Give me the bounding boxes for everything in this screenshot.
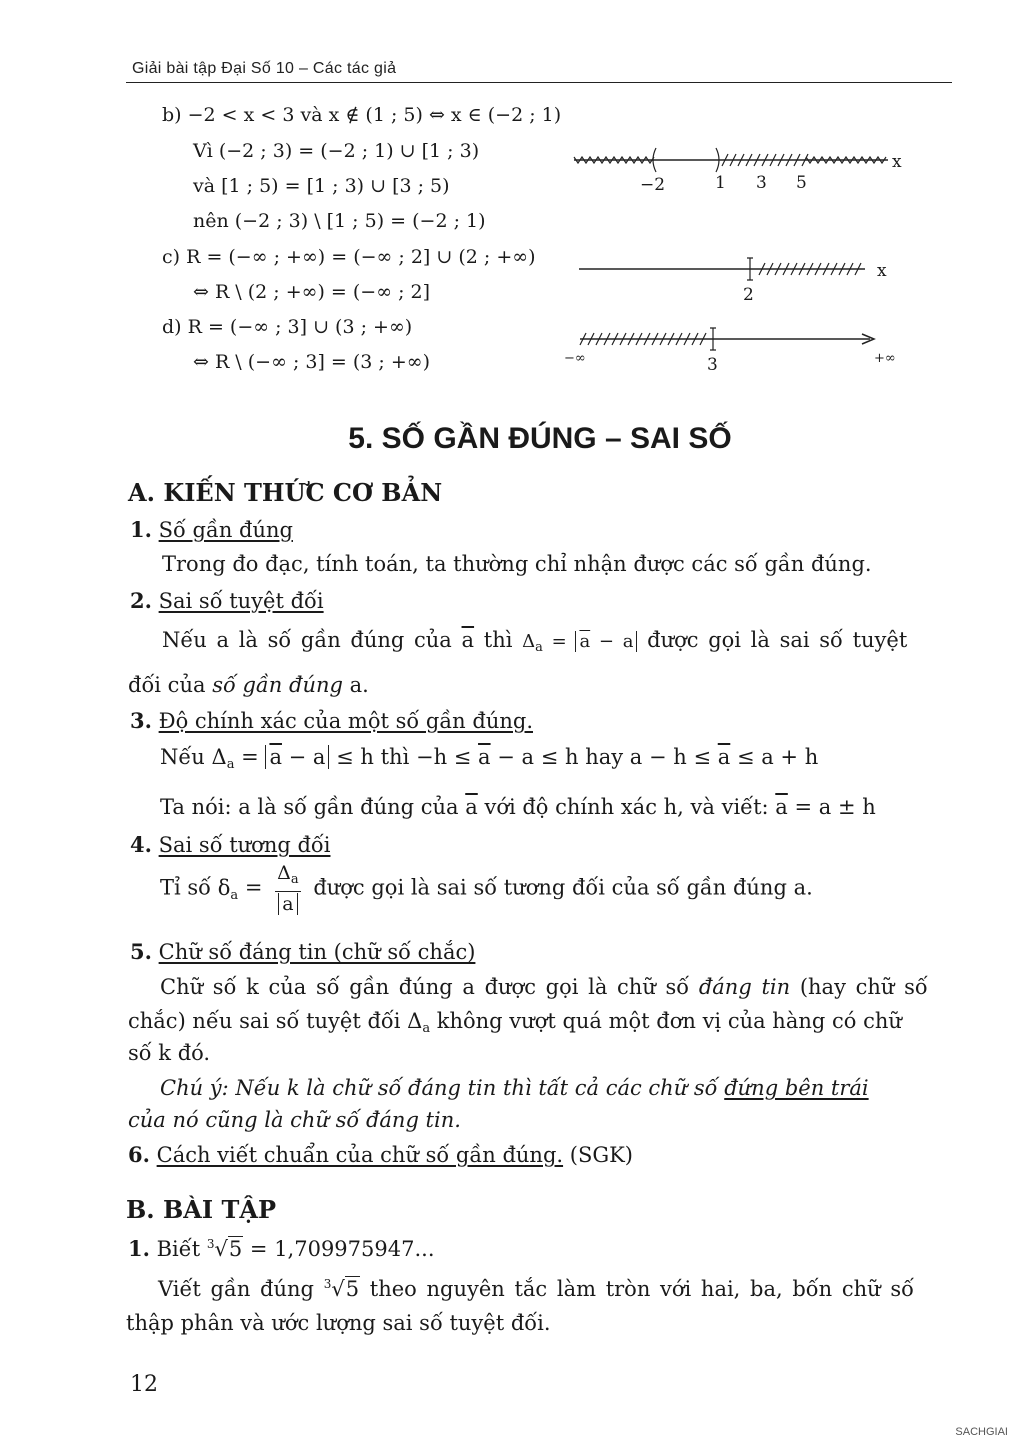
solution-d-line1: d) R = (−∞ ; 3] ∪ (3 ; +∞) — [162, 316, 413, 338]
tick-label: +∞ — [874, 351, 896, 366]
item-3-line2: Ta nói: a là số gần đúng của $\overline{a}$ với độ chính xác h, và viết: $\overline{a} = a \pm h$ — [160, 795, 876, 819]
item-5-line1: Chữ số k của số gần đúng a được gọi là chữ số đáng tin (hay chữ số — [160, 975, 928, 999]
item-4-line: Tỉ số $\delta_a$ = $\frac{\Delta_a}{a}$ được gọi là sai số tương đối của số gần đúng a. — [160, 862, 813, 915]
item-1-heading: 1. Số gần đúng — [130, 517, 293, 542]
exercise-1-line2: Viết gần đúng $^3$√5 theo nguyên tắc làm tròn với hai, ba, bốn chữ số — [158, 1277, 914, 1301]
tick-label: 5 — [796, 173, 807, 193]
tick-label: 3 — [756, 173, 767, 193]
header-rule — [126, 82, 952, 83]
exercise-1-statement: 1. Biết $^3$√5 = 1,709975947... — [128, 1236, 435, 1261]
item-5-heading: 5. Chữ số đáng tin (chữ số chắc) — [130, 939, 476, 964]
running-header: Giải bài tập Đại Số 10 – Các tác giả — [132, 60, 397, 77]
item-2-heading: 2. Sai số tuyệt đối — [130, 588, 324, 613]
axis-label-x: x — [892, 152, 902, 172]
item-5-note-line1: Chú ý: Nếu k là chữ số đáng tin thì tất cả các chữ số đứng bên trái — [160, 1076, 869, 1100]
solution-c-line2: ⇔ R \ (2 ; +∞) = (−∞ ; 2] — [193, 281, 431, 303]
item-3-line1: Nếu $\Delta_a = \overline{a} - a \le h$ thì $-h \le \overline{a} - a \le h$ hay $a - h \le \overline{a} \le a + h$ — [160, 745, 819, 772]
item-5-line2: chắc) nếu sai số tuyệt đối $\Delta_a$ không vượt quá một đơn vị của hàng có chữ — [128, 1009, 902, 1036]
part-b-heading: B. BÀI TẬP — [126, 1195, 277, 1224]
number-line-c — [575, 252, 905, 307]
item-1-text: Trong đo đạc, tính toán, ta thường chỉ nhận được các số gần đúng. — [162, 552, 872, 576]
item-2-line1: Nếu a là số gần đúng của $\overline{a}$ thì $\Delta_a = \overline{a} - a$ được gọi là sai số tuyệt — [162, 628, 908, 655]
solution-b-line3: và [1 ; 5) = [1 ; 3) ∪ [3 ; 5) — [193, 175, 450, 197]
tick-label: −∞ — [564, 351, 586, 366]
solution-b-line1: b) −2 < x < 3 và x ∉ (1 ; 5) ⇔ x ∈ (−2 ; 1) — [162, 104, 562, 126]
item-5-note-line2: của nó cũng là chữ số đáng tin. — [128, 1108, 461, 1132]
number-line-b — [570, 140, 910, 200]
item-5-line3: số k đó. — [128, 1041, 211, 1065]
axis-label-x: x — [877, 261, 887, 281]
tick-label: 1 — [715, 173, 726, 193]
number-line-d — [560, 322, 910, 377]
part-a-heading: A. KIẾN THỨC CƠ BẢN — [128, 478, 443, 507]
exercise-1-line3: thập phân và ước lượng sai số tuyệt đối. — [126, 1311, 551, 1335]
tick-label: 3 — [707, 355, 718, 375]
solution-b-line4: nên (−2 ; 3) \ [1 ; 5) = (−2 ; 1) — [193, 210, 486, 232]
solution-d-line2: ⇔ R \ (−∞ ; 3] = (3 ; +∞) — [193, 351, 431, 373]
item-4-heading: 4. Sai số tương đối — [130, 832, 331, 857]
page-number: 12 — [130, 1372, 158, 1397]
solution-b-line2: Vì (−2 ; 3) = (−2 ; 1) ∪ [1 ; 3) — [193, 140, 480, 162]
relative-error-fraction: $\frac{\Delta_a}{a}$ — [277, 862, 299, 915]
item-6-heading: 6. Cách viết chuẩn của chữ số gần đúng. (SGK) — [128, 1142, 633, 1167]
item-3-heading: 3. Độ chính xác của một số gần đúng. — [130, 708, 533, 733]
item-2-line2: đối của số gần đúng a. — [128, 673, 369, 697]
tick-label: 2 — [743, 285, 754, 305]
watermark-logo: SACHGIAI — [955, 1426, 1008, 1438]
section-title: 5. SỐ GẦN ĐÚNG – SAI SỐ — [348, 422, 732, 455]
tick-label: −2 — [640, 175, 666, 195]
solution-c-line1: c) R = (−∞ ; +∞) = (−∞ ; 2] ∪ (2 ; +∞) — [162, 246, 536, 268]
